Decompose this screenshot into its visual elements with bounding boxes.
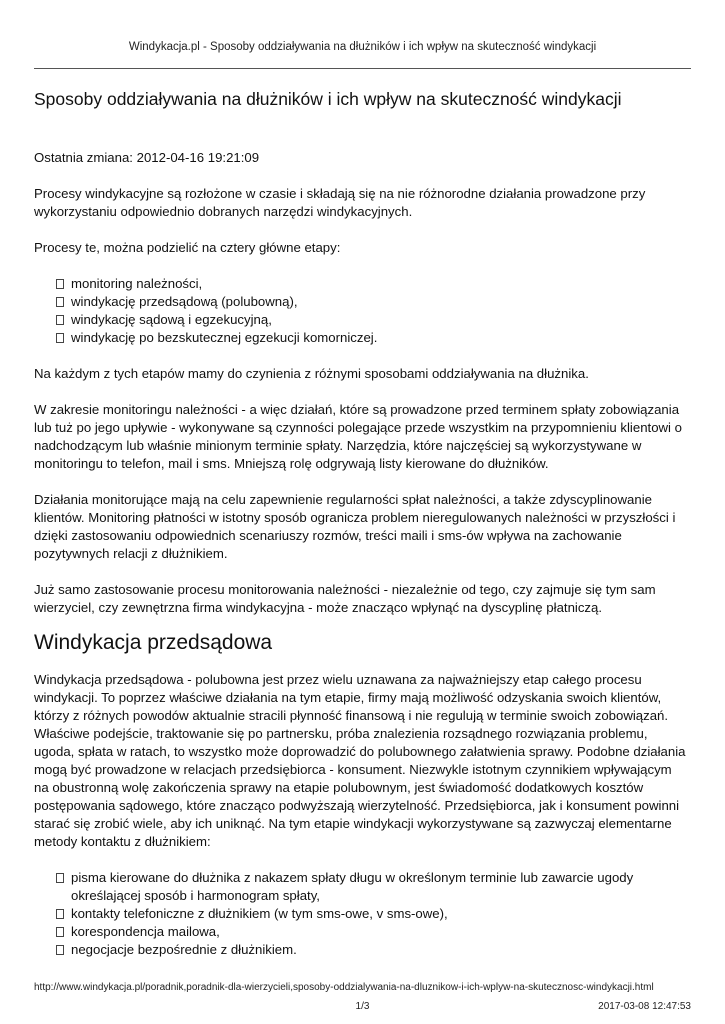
checkbox-icon [56, 909, 64, 919]
section-heading: Windykacja przedsądowa [34, 631, 273, 654]
list-item [34, 329, 689, 347]
page-title: Sposoby oddziaływania na dłużników i ich wpływ na skuteczność windykacji [34, 89, 622, 109]
list-item [34, 869, 689, 905]
paragraph-monitoring: W zakresie monitoringu należności - a więc działań, które są prowadzone przed terminem spłaty zobowiązania lub tuż po jego upływie - wykonywane są czynności polegające przede wszystkim na przypomnieniu klientowi o nadchodzącym lub właśnie minionym terminie spłaty. Narzędzia, które najczęściej są wykorzystywane w monitoringu to telefon, mail i sms. Mniejszą rolę odgrywają listy kierowane do dłużników. [34, 402, 682, 471]
list-item [34, 941, 689, 959]
checkbox-icon [56, 927, 64, 937]
running-header-title: Windykacja.pl - Sposoby oddziaływania na dłużników i ich wpływ na skuteczność windykacji [128, 41, 597, 53]
methods-list [34, 869, 689, 959]
checkbox-icon [56, 873, 64, 883]
checkbox-icon [56, 945, 64, 955]
list-item-text: korespondencja mailowa, [71, 924, 220, 939]
article-body [34, 86, 689, 959]
paragraph-pre-court: Windykacja przedsądowa - polubowna jest przez wielu uznawana za najważniejszy etap całego procesu windykacji. To poprzez właściwe działania na tym etapie, firmy mają możliwość odzyskania swoich klientów, którzy z różnych powodów aktualnie stracili płynność finansową i nie regulują w terminie swoich zobowiązań. Właściwe podejście, traktowanie się po partnersku, próba znalezienia rozsądnego rozwiązania problemu, ugoda, spłata w ratach, to wszystko może doprowadzić do polubownego załatwienia sprawy. Podobne działania mogą być prowadzone w relacjach przedsiębiorca - konsument. Niezwykle istotnym czynnikiem wpływającym na obustronną wolę zakończenia sprawy na etapie polubownym, jest świadomość dodatkowych kosztów postępowania sądowego, które znacząco podwyższają wierzytelność. Przedsiębiorca, jak i konsument powinni starać się zrobić wiele, aby ich uniknąć. Na tym etapie windykacji wykorzystywane są zazwyczaj elementarne metody kontaktu z dłużnikiem: [34, 672, 686, 849]
list-item [34, 293, 689, 311]
list-item-text: pisma kierowane do dłużnika z nakazem spłaty długu w określonym terminie lub zawarcie ugody określającej sposób i harmonogram spłaty, [71, 870, 634, 903]
list-item [34, 275, 689, 293]
list-item-text: windykację przedsądową (polubowną), [71, 294, 298, 309]
checkbox-icon [56, 279, 64, 289]
header-divider [34, 68, 691, 69]
list-item-text: negocjacje bezpośrednie z dłużnikiem. [71, 942, 297, 957]
checkbox-icon [56, 297, 64, 307]
footer-url: http://www.windykacja.pl/poradnik,poradnik-dla-wierzycieli,sposoby-oddzialywania-na-dluznikow-i-ich-wplyw-na-skutecznosc-windykacji.html [34, 982, 654, 993]
paragraph-intro: Procesy windykacyjne są rozłożone w czasie i składają się na nie różnorodne działania prowadzone przy wykorzystaniu odpowiednio dobranych narzędzi windykacyjnych. [34, 186, 646, 219]
list-item-text: windykację sądową i egzekucyjną, [71, 312, 272, 327]
list-item-text: monitoring należności, [71, 276, 203, 291]
list-item [34, 923, 689, 941]
list-item-text: kontakty telefoniczne z dłużnikiem (w tym sms-owe, v sms-owe), [71, 906, 448, 921]
paragraph-monitoring-goals: Działania monitorujące mają na celu zapewnienie regularności spłat należności, a także zdyscyplinowanie klientów. Monitoring płatności w istotny sposób ogranicza problem nieregulowanych należności w przyszłości i dzięki zastosowaniu odpowiednich scenariuszy rozmów, treści maili i sms-ów wpływa na zachowanie pozytywnych relacji z dłużnikiem. [34, 492, 676, 561]
list-item [34, 905, 689, 923]
print-timestamp: 2017-03-08 12:47:53 [598, 1001, 691, 1012]
paragraph-stages-intro: Procesy te, można podzielić na cztery główne etapy: [34, 240, 341, 255]
last-modified: Ostatnia zmiana: 2012-04-16 19:21:09 [34, 150, 260, 165]
paragraph-monitoring-impact: Już samo zastosowanie procesu monitorowania należności - niezależnie od tego, czy zajmuje się tym sam wierzyciel, czy zewnętrzna firma windykacyjna - może znacząco wpłynąć na dyscyplinę płatniczą. [34, 582, 656, 615]
checkbox-icon [56, 315, 64, 325]
stages-list [34, 275, 689, 347]
list-item-text: windykację po bezskutecznej egzekucji komorniczej. [71, 330, 378, 345]
checkbox-icon [56, 333, 64, 343]
page-number: 1/3 [355, 1001, 370, 1012]
list-item [34, 311, 689, 329]
paragraph-stages-summary: Na każdym z tych etapów mamy do czynienia z różnymi sposobami oddziaływania na dłużnika. [34, 366, 589, 381]
